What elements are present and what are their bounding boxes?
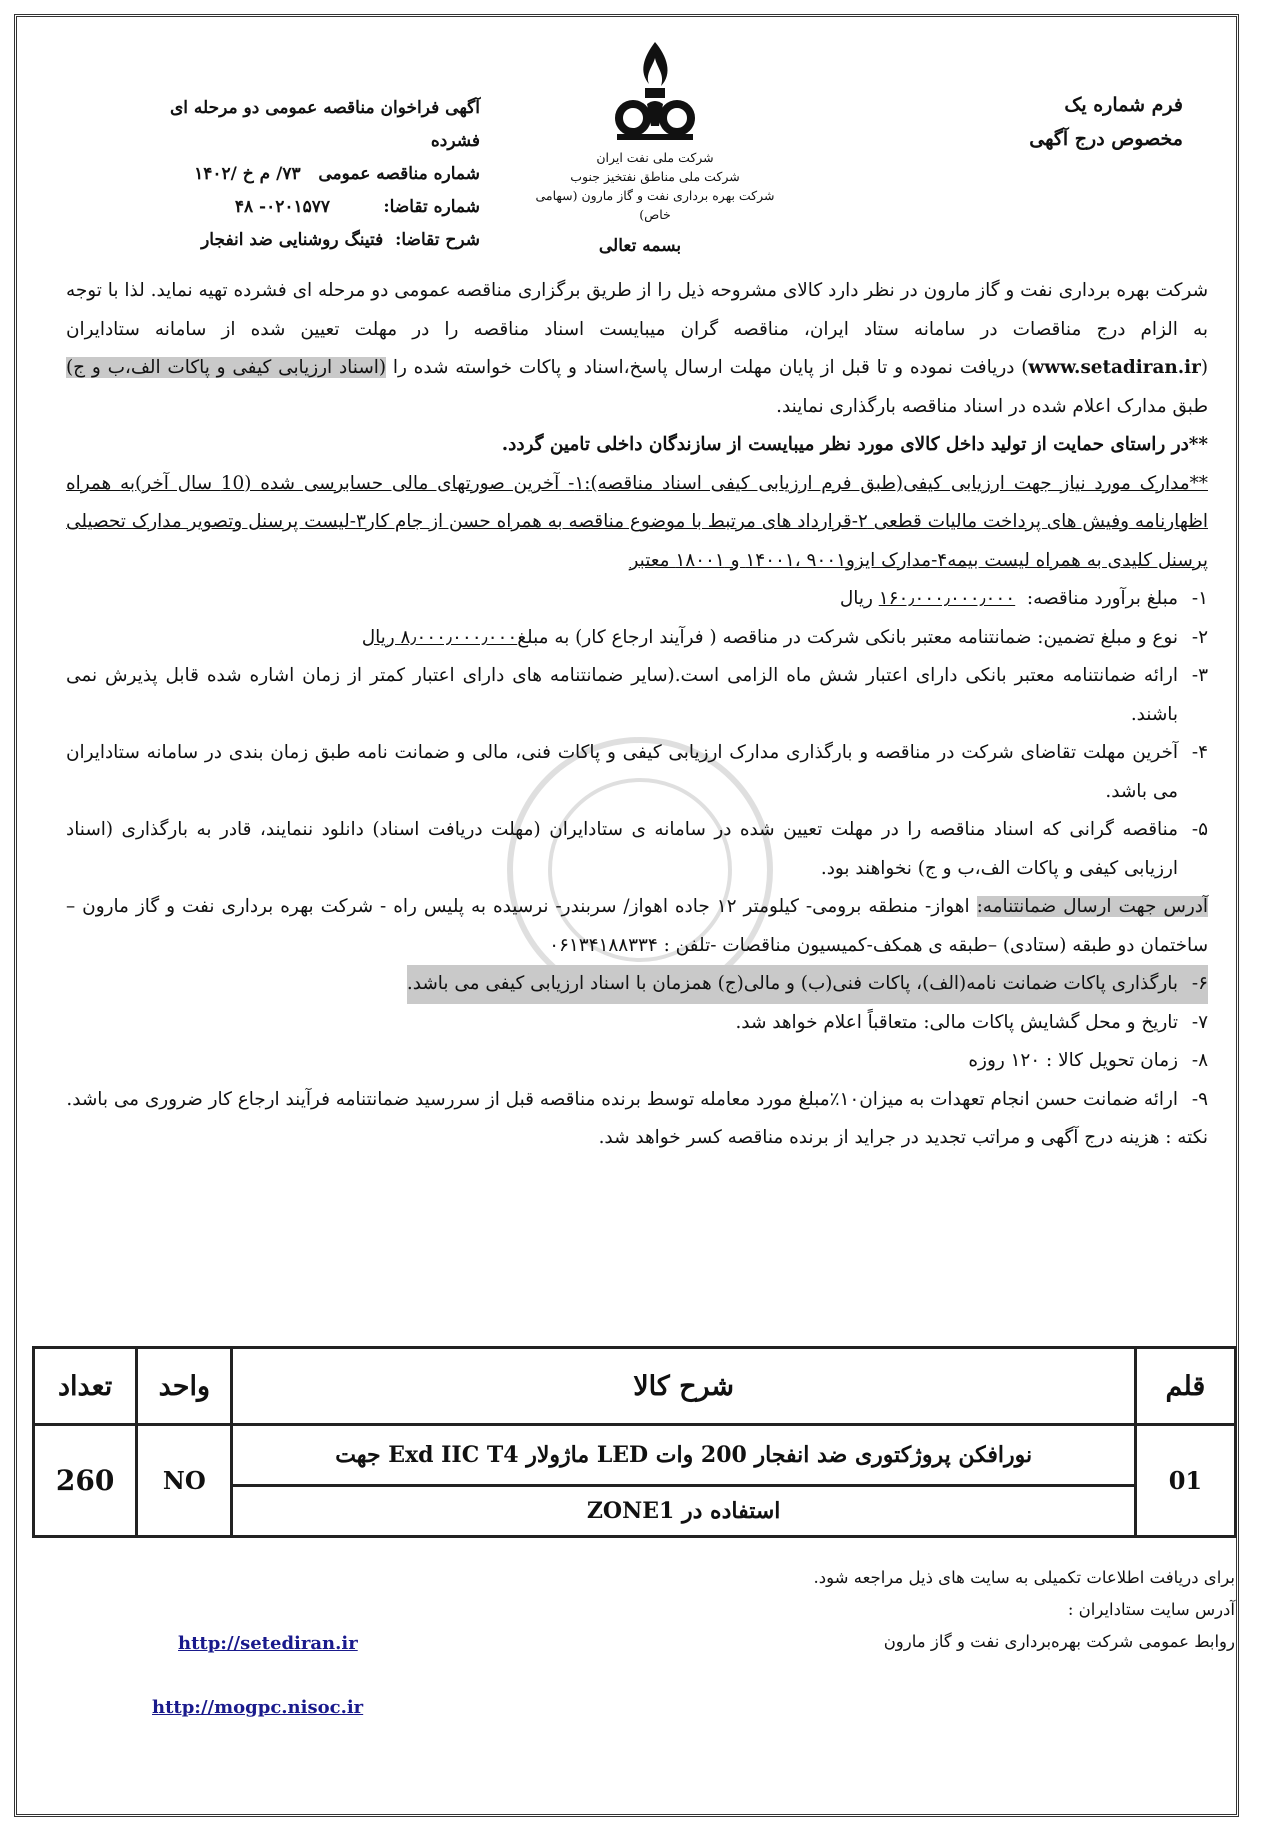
company-block bbox=[520, 38, 790, 224]
goods-table bbox=[32, 1346, 1237, 1538]
company-name-3: شرکت بهره برداری نفت و گاز مارون (سهامی خاص) bbox=[535, 188, 775, 222]
request-desc-value: فتینگ روشنایی ضد انفجار bbox=[201, 230, 384, 250]
item-number: ۸- bbox=[1191, 1050, 1208, 1071]
list-item bbox=[66, 1004, 1208, 1043]
list-item bbox=[66, 580, 1208, 619]
setediran-link[interactable]: http://setediran.ir bbox=[178, 1633, 358, 1654]
nioc-logo-icon bbox=[609, 38, 701, 148]
list-item bbox=[66, 734, 1208, 811]
item-number: ۴- bbox=[1191, 742, 1208, 763]
guarantee-value: ۸٫۰۰۰٫۰۰۰٫۰۰۰ ریال bbox=[361, 626, 518, 648]
table-row bbox=[34, 1425, 1236, 1486]
item-number: ۷- bbox=[1191, 1011, 1208, 1033]
item-number: ۳- bbox=[1191, 665, 1208, 686]
item-text: مناقصه گرانی که اسناد مناقصه را در مهلت تعیین شده در سامانه ی ستادایران (مهلت دریافت اسناد) دانلود ننمایند، قادر به بارگذاری (اسناد ارزیابی کیفی و پاکات الف،ب و ج) نخواهند بود. bbox=[66, 819, 1178, 879]
item-number: ۹- bbox=[1191, 1088, 1208, 1110]
guarantee-address bbox=[66, 888, 1208, 965]
list-item bbox=[66, 1042, 1208, 1081]
basmala: بسمه تعالی bbox=[598, 236, 682, 256]
table-header-row bbox=[34, 1348, 1236, 1425]
address-text: اهواز- منطقه برومی- کیلومتر ۱۲ جاده اهواز/ سربندر- نرسیده به پلیس راه - شرکت بهره برداری نفت و گاز مارون –ساختمان دو طبقه (ستادی) –طبقه ی همکف-کمیسیون مناقصات -تلفن : ۰۶۱۳۴۱۸۸۳۳۴ bbox=[66, 896, 1208, 956]
list-item bbox=[66, 1081, 1208, 1120]
cell-unit: NO bbox=[137, 1425, 232, 1537]
list-item bbox=[66, 811, 1208, 888]
estimate-label: مبلغ برآورد مناقصه: bbox=[1026, 588, 1178, 609]
intro-highlight: (اسناد ارزیابی کیفی و پاکات الف،ب و ج) bbox=[66, 357, 387, 378]
cell-item: 01 bbox=[1135, 1425, 1235, 1537]
intro-text-b: ) دریافت نموده و تا قبل از پایان مهلت ارسال پاسخ،اسناد و پاکات خواسته شده را bbox=[386, 357, 1029, 378]
item-text: آخرین مهلت تقاضای شرکت در مناقصه و بارگذاری مدارک ارزیابی کیفی و پاکات فنی، مالی و ضمانت نامه طبق زمان بندی در سامانه ستادایران می باشد. bbox=[66, 742, 1178, 802]
form-purpose: مخصوص درج آگهی bbox=[1029, 128, 1183, 150]
footer-line-1: برای دریافت اطلاعات تکمیلی به سایت های ذیل مراجعه شود. bbox=[813, 1568, 1235, 1587]
cost-note: نکته : هزینه درج آگهی و مراتب تجدید در جراید از برنده مناقصه کسر خواهد شد. bbox=[598, 1127, 1208, 1148]
address-label: آدرس جهت ارسال ضمانتنامه: bbox=[976, 896, 1209, 917]
company-name-2: شرکت ملی مناطق نفتخیز جنوب bbox=[570, 169, 740, 184]
list-item bbox=[66, 619, 1208, 658]
announcement-body bbox=[66, 272, 1208, 1158]
cell-count: 260 bbox=[34, 1425, 137, 1537]
tender-info bbox=[120, 92, 480, 257]
form-label bbox=[953, 88, 1183, 156]
header-description: شرح کالا bbox=[232, 1348, 1135, 1425]
header-count: تعداد bbox=[34, 1348, 137, 1425]
cell-description-line2: استفاده در ZONE1 bbox=[232, 1486, 1135, 1537]
item-text: ارائه ضمانت حسن انجام تعهدات به میزان۱۰٪مبلغ مورد معامله توسط برنده مناقصه قبل از سررسید ضمانتنامه فرآیند ارجاع کار ضروری می باشد. bbox=[66, 1088, 1178, 1110]
request-no-value: ۰۲۰۱۵۷۷- ۴۸ bbox=[234, 197, 331, 217]
item-number: ۱- bbox=[1191, 588, 1208, 609]
tender-no-label: شماره مناقصه عمومی bbox=[318, 164, 480, 184]
header-unit: واحد bbox=[137, 1348, 232, 1425]
setadiran-url: www.setadiran.ir bbox=[1028, 357, 1201, 378]
item-number: ۵- bbox=[1191, 819, 1208, 840]
item-text: ارائه ضمانتنامه معتبر بانکی دارای اعتبار شش ماه الزامی است.(سایر ضمانتنامه های دارای اعتبار کمتر از زمان اشاره شده قابل پذیرش نمی باشند. bbox=[66, 665, 1178, 725]
header-item: قلم bbox=[1135, 1348, 1235, 1425]
form-number: فرم شماره یک bbox=[1064, 94, 1183, 116]
company-name-1: شرکت ملی نفت ایران bbox=[596, 150, 714, 165]
domestic-support-note: **در راستای حمایت از تولید داخل کالای مورد نظر میبایست از سازندگان داخلی تامین گردد. bbox=[501, 434, 1208, 455]
item-number: ۶- bbox=[1191, 973, 1208, 994]
estimate-unit: ریال bbox=[839, 588, 879, 609]
intro-text-c: طبق مدارک اعلام شده در اسناد مناقصه بارگذاری نمایند. bbox=[776, 395, 1208, 417]
request-no-label: شماره تقاضا: bbox=[383, 197, 480, 217]
intro-paragraph bbox=[66, 272, 1208, 426]
cell-description-line1: نورافکن پروژکتوری ضد انفجار 200 وات LED ماژولار Exd IIC T4 جهت bbox=[232, 1425, 1135, 1486]
item-text: تاریخ و محل گشایش پاکات مالی: متعاقباً اعلام خواهد شد. bbox=[735, 1011, 1178, 1033]
mogpc-link[interactable]: http://mogpc.nisoc.ir bbox=[152, 1697, 364, 1718]
footer-info bbox=[675, 1562, 1235, 1658]
guarantee-label: نوع و مبلغ تضمین: ضمانتنامه معتبر بانکی شرکت در مناقصه ( فرآیند ارجاع کار) به مبلغ bbox=[517, 626, 1178, 648]
estimate-value: ۱۶۰٫۰۰۰٫۰۰۰٫۰۰۰ bbox=[878, 588, 1016, 609]
item-number: ۲- bbox=[1191, 626, 1208, 648]
ad-title: آگهی فراخوان مناقصه عمومی دو مرحله ای فشرده bbox=[169, 98, 480, 151]
intro-text-a: شرکت بهره برداری نفت و گاز مارون در نظر دارد کالای مشروحه ذیل را از طریق برگزاری مناقصه عمومی دو مرحله ای فشرده تهیه نماید. لذا با توجه به الزام درج مناقصات در سامانه ستاد ایران، مناقصه گران میبایست اسناد مناقصه را در مهلت تعیین شده از سامانه ستادایران ( bbox=[66, 280, 1209, 378]
item-text: بارگذاری پاکات ضمانت نامه(الف)، پاکات فنی(ب) و مالی(ج) همزمان با اسناد ارزیابی کیفی می باشد. bbox=[406, 973, 1178, 994]
tender-no-value: ۷۳/ م خ /۱۴۰۲ bbox=[194, 164, 301, 184]
required-documents-note: **مدارک مورد نیاز جهت ارزیابی کیفی(طبق فرم ارزیابی کیفی اسناد مناقصه):۱- آخرین صورتهای مالی حسابرسی شده (10 سال آخر)به همراه اظهارنامه وفیش های پرداخت مالیات قطعی ۲-قرارداد های مرتبط با موضوع مناقصه به همراه حسن از جام کار۳-لیست پرسنل وتصویر مدارک تحصیلی پرسنل کلیدی به همراه لیست بیمه۴-مدارک ایزو۹۰۰۱ ،۱۴۰۰۱ و ۱۸۰۰۱ معتبر bbox=[65, 472, 1208, 571]
item-text: زمان تحویل کالا : ۱۲۰ روزه bbox=[968, 1050, 1178, 1071]
footer-line-3: روابط عمومی شرکت بهره‌برداری نفت و گاز مارون bbox=[883, 1632, 1235, 1651]
request-desc-label: شرح تقاضا: bbox=[395, 230, 480, 250]
footer-line-2: آدرس سایت ستادایران : bbox=[1067, 1600, 1235, 1619]
list-item bbox=[407, 965, 1208, 1004]
list-item bbox=[66, 657, 1208, 734]
